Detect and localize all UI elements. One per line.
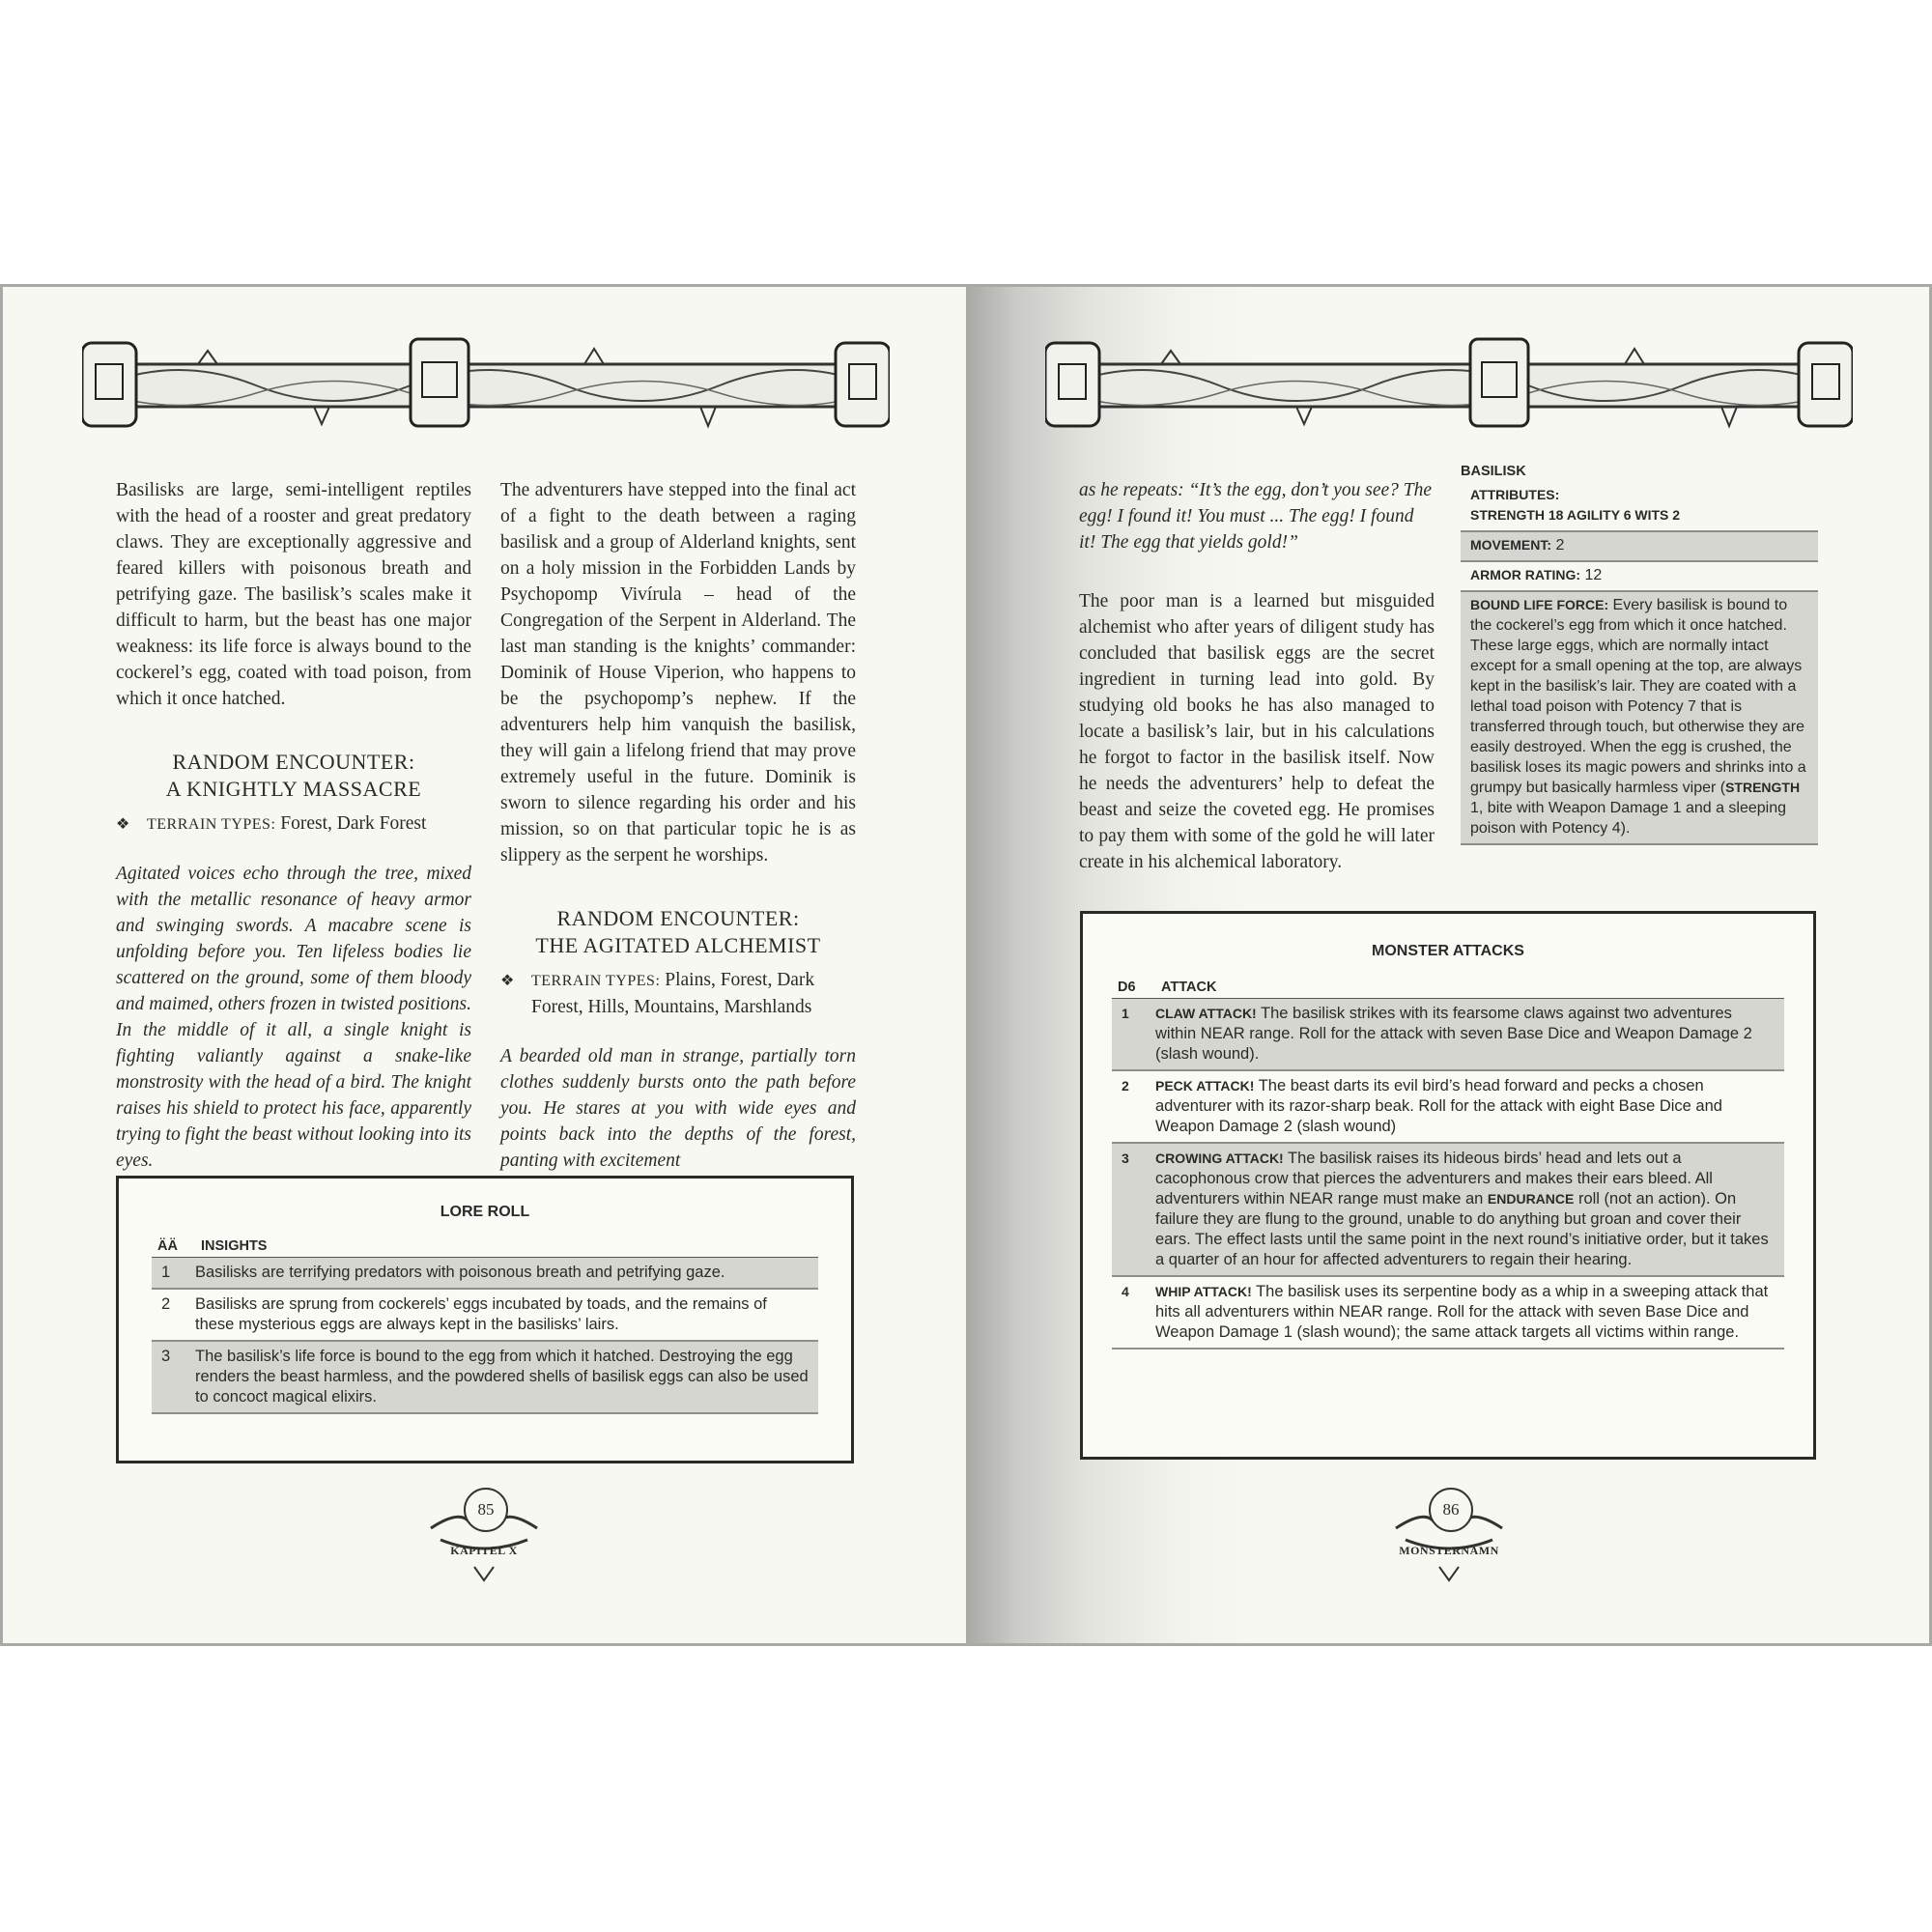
attributes-row bbox=[1461, 485, 1818, 532]
book-spread bbox=[0, 284, 1932, 1646]
page-number: 86 bbox=[1429, 1488, 1473, 1532]
table-header bbox=[1112, 980, 1784, 999]
table-row bbox=[1112, 1071, 1784, 1144]
attack-name: CROWING ATTACK! bbox=[1155, 1151, 1284, 1166]
row-number: 1 bbox=[1122, 1006, 1129, 1021]
attack-name: CLAW ATTACK! bbox=[1155, 1006, 1257, 1021]
terrain-types-alchemist bbox=[500, 967, 856, 1020]
heading-line-2: A KNIGHTLY MASSACRE bbox=[165, 777, 422, 801]
row-number: 2 bbox=[1122, 1078, 1129, 1094]
monster-name: BASILISK bbox=[1461, 464, 1526, 479]
armor-label: ARMOR RATING: bbox=[1470, 567, 1581, 582]
col-roll-header: ÄÄ bbox=[157, 1238, 178, 1254]
col-d6-header: D6 bbox=[1118, 980, 1136, 995]
page-number-ornament bbox=[421, 1480, 547, 1586]
armor-value: 12 bbox=[1580, 567, 1603, 583]
table-row bbox=[1112, 1277, 1784, 1350]
bound-life-force-text: Every basilisk is bound to the cockerel’s egg from which it once hatched. These large eggs, which are normally intact except for a small opening at the top, are always kept in the basilisk’s lair. They are coated with a lethal toad poison with Potency 7 that is transferred through touch, but otherwise they are easily destroyed. When the egg is crushed, the basilisk loses its magic powers and shrinks into a grumpy but basically harmless viper ( bbox=[1470, 597, 1806, 796]
bound-life-force-row bbox=[1461, 592, 1818, 845]
page-number-ornament bbox=[1386, 1480, 1512, 1586]
row-number: 3 bbox=[161, 1348, 171, 1365]
row-text bbox=[1155, 1076, 1784, 1137]
page-number: 85 bbox=[464, 1488, 508, 1532]
attack-name: WHIP ATTACK! bbox=[1155, 1284, 1252, 1299]
col-insights-header: INSIGHTS bbox=[201, 1238, 268, 1254]
col-attack-header: ATTACK bbox=[1161, 980, 1217, 995]
table-row bbox=[152, 1258, 818, 1290]
diamond-bullet-icon: ❖ bbox=[500, 973, 515, 989]
encounter-heading-knightly bbox=[116, 749, 471, 803]
row-text: The basilisk’s life force is bound to the egg from which it hatched. Destroying the egg renders the beast harmless, and the powdered shells of basilisk eggs can also be used to concoct magical elixirs. bbox=[195, 1348, 809, 1406]
right-column-1 bbox=[1079, 477, 1435, 896]
left-page bbox=[0, 284, 966, 1646]
movement-label: MOVEMENT: bbox=[1470, 537, 1551, 553]
row-text bbox=[1155, 1004, 1784, 1065]
attack-desc: The basilisk strikes with its fearsome claws against two adventures within NEAR range. Roll for the attack with seven Base Dice and Weapon Damage 2 (slash wound). bbox=[1155, 1005, 1752, 1063]
movement-value: 2 bbox=[1551, 537, 1565, 554]
row-number: 2 bbox=[161, 1295, 171, 1313]
row-text: Basilisks are terrifying predators with poisonous breath and petrifying gaze. bbox=[195, 1264, 725, 1281]
read-aloud-knightly: Agitated voices echo through the tree, mixed with the metallic resonance of heavy armor and swinging swords. A macabre scene is unfolding before you. Ten lifeless bodies lie scattered on the ground, some of them bloody and maimed, others frozen in twisted positions. In the middle of it all, a single knight is fighting valiantly against a snake-like monstrosity with the head of a bird. The knight raises his shield to protect his face, apparently trying to fight the beast without looking into its eyes. bbox=[116, 864, 471, 1171]
attack-desc: The beast darts its evil bird’s head forward and pecks a chosen adventurer with its razor-sharp beak. Roll for the attack with eight Base Dice and Weapon Damage 2 (slash wound) bbox=[1155, 1077, 1722, 1135]
row-text bbox=[1155, 1282, 1784, 1343]
table-title: MONSTER ATTACKS bbox=[1372, 943, 1524, 959]
ornamental-border-banner-icon bbox=[1045, 326, 1853, 441]
alchemist-paragraph: The poor man is a learned but misguided alchemist who after years of diligent study has concluded that basilisk eggs are the secret ingredient in turning lead into gold. By studying old books he has also managed to locate a basilisk’s lair, but in his calculations he forgot to factor in the basilisk itself. Now he needs the adventurers’ help to defeat the beast and seize the coveted egg. He promises to pay them with some of the gold he will later create in his alchemical laboratory. bbox=[1079, 591, 1435, 872]
movement-row bbox=[1461, 532, 1818, 562]
terrain-value: Plains, Forest, Dark Forest, Hills, Mountains, Marshlands bbox=[531, 970, 815, 1017]
lore-roll-table bbox=[116, 1176, 854, 1463]
chapter-label: MONSTERNAMN bbox=[1399, 1544, 1499, 1557]
attack-desc-2: roll (not an action). On failure they are flung to the ground, unable to do anything but groan and cover their ears. The effect lasts until the same point in the next round’s initiative order, but it takes a quarter of an hour for affected adventurers to regain their hearing. bbox=[1155, 1190, 1769, 1268]
armor-row bbox=[1461, 562, 1818, 592]
table-row bbox=[152, 1342, 818, 1414]
knights-paragraph: The adventurers have stepped into the final act of a fight to the death between a raging basilisk and a group of Alderland knights, sent on a holy mission in the Forbidden Lands by Psychopomp Vivírula – head of the Congregation of the Serpent in Alderland. The last man standing is the knights’ commander: Dominik of House Viperion, who happens to be the psychopomp’s nephew. If the adventurers help him vanquish the basilisk, they will gain a lifelong friend that may prove extremely useful in the future. Dominik is sworn to silence regarding his order and his mission, so on that particular topic he is as slippery as the serpent he worships. bbox=[500, 480, 856, 866]
attack-desc: The basilisk uses its serpentine body as a whip in a sweeping attack that hits all adventurers within NEAR range. Roll for the attack with seven Base Dice and Weapon Damage 1 (slash wound); the same attack targets all victims within range. bbox=[1155, 1283, 1769, 1341]
terrain-label: TERRAIN TYPES: bbox=[147, 816, 276, 833]
row-number: 4 bbox=[1122, 1284, 1129, 1299]
terrain-types-knightly bbox=[116, 810, 471, 838]
read-aloud-continued: as he repeats: “It’s the egg, don’t you see? The egg! I found it! You must ... The egg! I found it! The egg that yields gold!” bbox=[1079, 480, 1433, 553]
table-row bbox=[152, 1290, 818, 1342]
attack-desc: The basilisk raises its hideous birds’ head and lets out a cacophonous crow that pierces the adventurers and makes their ears bleed. All adventurers within NEAR range must make an bbox=[1155, 1150, 1713, 1208]
row-number: 1 bbox=[161, 1264, 171, 1281]
table-row bbox=[1112, 999, 1784, 1071]
left-column-2 bbox=[500, 477, 856, 1195]
row-number: 3 bbox=[1122, 1151, 1129, 1166]
strength-keyword: STRENGTH bbox=[1725, 780, 1801, 795]
table-header bbox=[152, 1238, 818, 1258]
monster-attacks-table bbox=[1080, 911, 1816, 1460]
diamond-bullet-icon: ❖ bbox=[116, 816, 130, 833]
table-title: LORE ROLL bbox=[440, 1204, 530, 1220]
attack-name: PECK ATTACK! bbox=[1155, 1078, 1255, 1094]
heading-line-1: RANDOM ENCOUNTER: bbox=[172, 750, 415, 774]
chapter-label: KAPITEL X bbox=[450, 1544, 518, 1557]
attributes-value: STRENGTH 18 AGILITY 6 WITS 2 bbox=[1470, 507, 1681, 523]
bound-life-force-label: BOUND LIFE FORCE: bbox=[1470, 597, 1609, 612]
encounter-heading-alchemist bbox=[500, 905, 856, 959]
row-text: Basilisks are sprung from cockerels’ eggs incubated by toads, and the remains of these mysterious eggs are always kept in the basilisks’ lairs. bbox=[195, 1295, 767, 1333]
endurance-keyword: ENDURANCE bbox=[1487, 1191, 1575, 1207]
ornamental-border-banner-icon bbox=[82, 326, 890, 441]
row-text bbox=[1155, 1149, 1784, 1270]
left-column-1 bbox=[116, 477, 471, 1195]
read-aloud-alchemist: A bearded old man in strange, partially torn clothes suddenly bursts onto the path before you. He stares at you with wide eyes and points back into the depths of the forest, panting with excitement bbox=[500, 1046, 856, 1171]
heading-line-2: THE AGITATED ALCHEMIST bbox=[535, 933, 821, 957]
attributes-label: ATTRIBUTES: bbox=[1470, 487, 1560, 502]
basilisk-statblock bbox=[1461, 464, 1818, 845]
terrain-label: TERRAIN TYPES: bbox=[531, 973, 661, 989]
heading-line-1: RANDOM ENCOUNTER: bbox=[556, 906, 800, 930]
terrain-value: Forest, Dark Forest bbox=[275, 813, 427, 834]
table-row bbox=[1112, 1144, 1784, 1277]
bound-life-force-text-2: 1, bite with Weapon Damage 1 and a sleeping poison with Potency 4). bbox=[1470, 800, 1787, 837]
intro-paragraph: Basilisks are large, semi-intelligent reptiles with the head of a rooster and great predatory claws. They are exceptionally aggressive and feared killers with poisonous breath and petrifying gaze. The basilisk’s scales make it difficult to harm, but the beast has one major weakness: its life force is always bound to the cockerel’s egg, coated with toad poison, from which it once hatched. bbox=[116, 480, 471, 709]
